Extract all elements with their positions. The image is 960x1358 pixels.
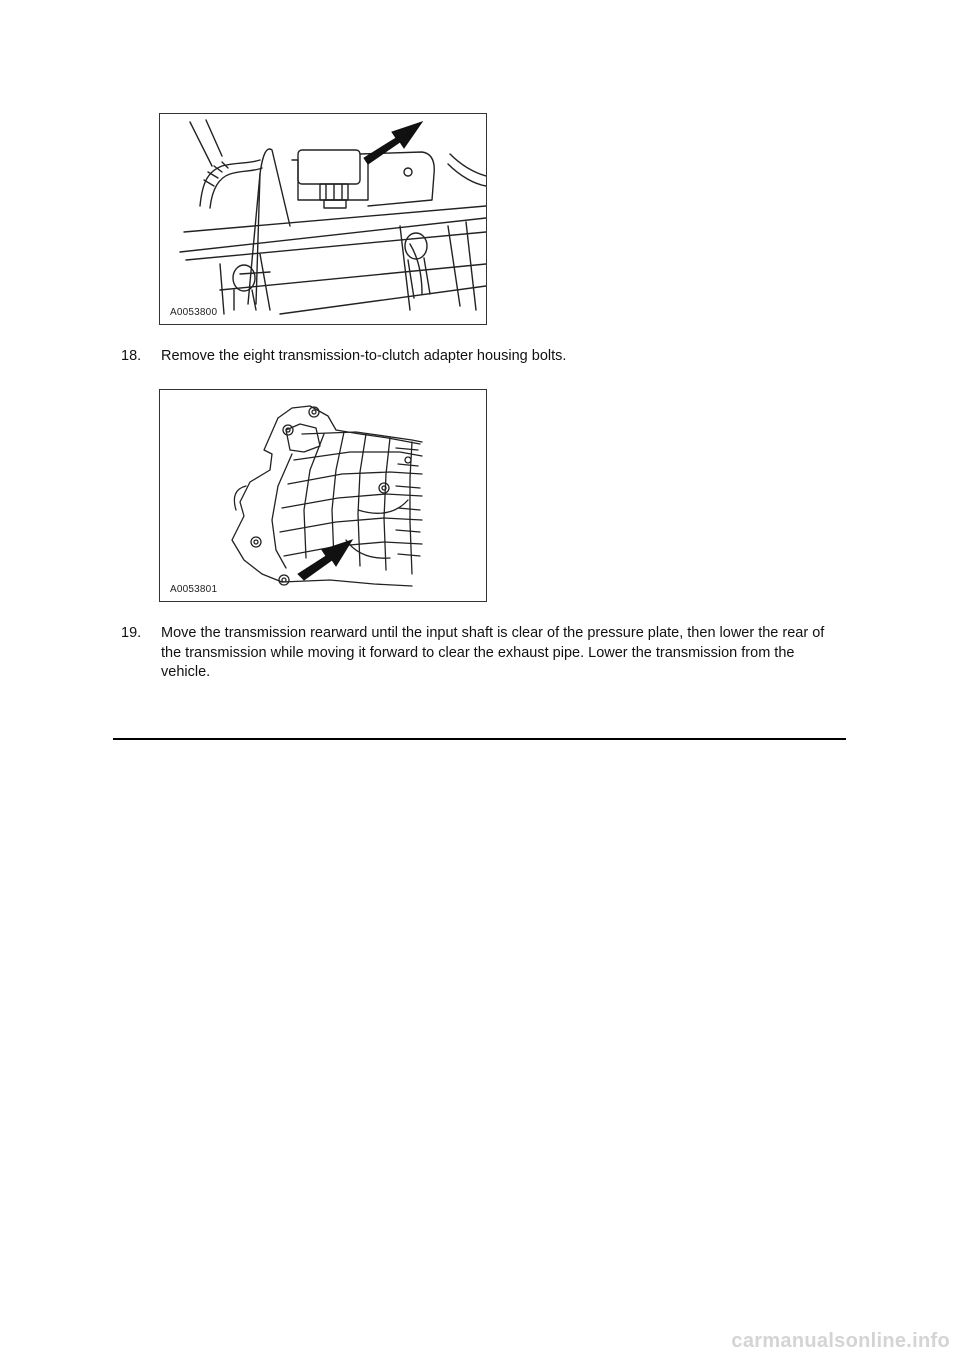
watermark: carmanualsonline.info (731, 1330, 950, 1352)
figure-id: A0053801 (170, 584, 218, 595)
housing-bolts-line-drawing (160, 390, 487, 602)
step-text: Remove the eight transmission-to-clutch adapter housing bolts. (161, 348, 567, 364)
step-number: 19. (121, 625, 142, 641)
step-text: Move the transmission rearward until the input shaft is clear of the pressure plate, then lower the rear of the transmission while moving it forward to clear the exhaust pipe. Lower the transmission from the vehicle. (161, 625, 825, 680)
figure-sensor-illustration (159, 113, 487, 325)
figure-id: A0053800 (170, 307, 218, 318)
step-number: 18. (121, 348, 142, 364)
figure-housing-bolts-illustration (159, 389, 487, 602)
procedure-step (121, 624, 841, 683)
section-divider (113, 738, 846, 740)
procedure-step (121, 347, 841, 367)
sensor-line-drawing (160, 114, 487, 325)
